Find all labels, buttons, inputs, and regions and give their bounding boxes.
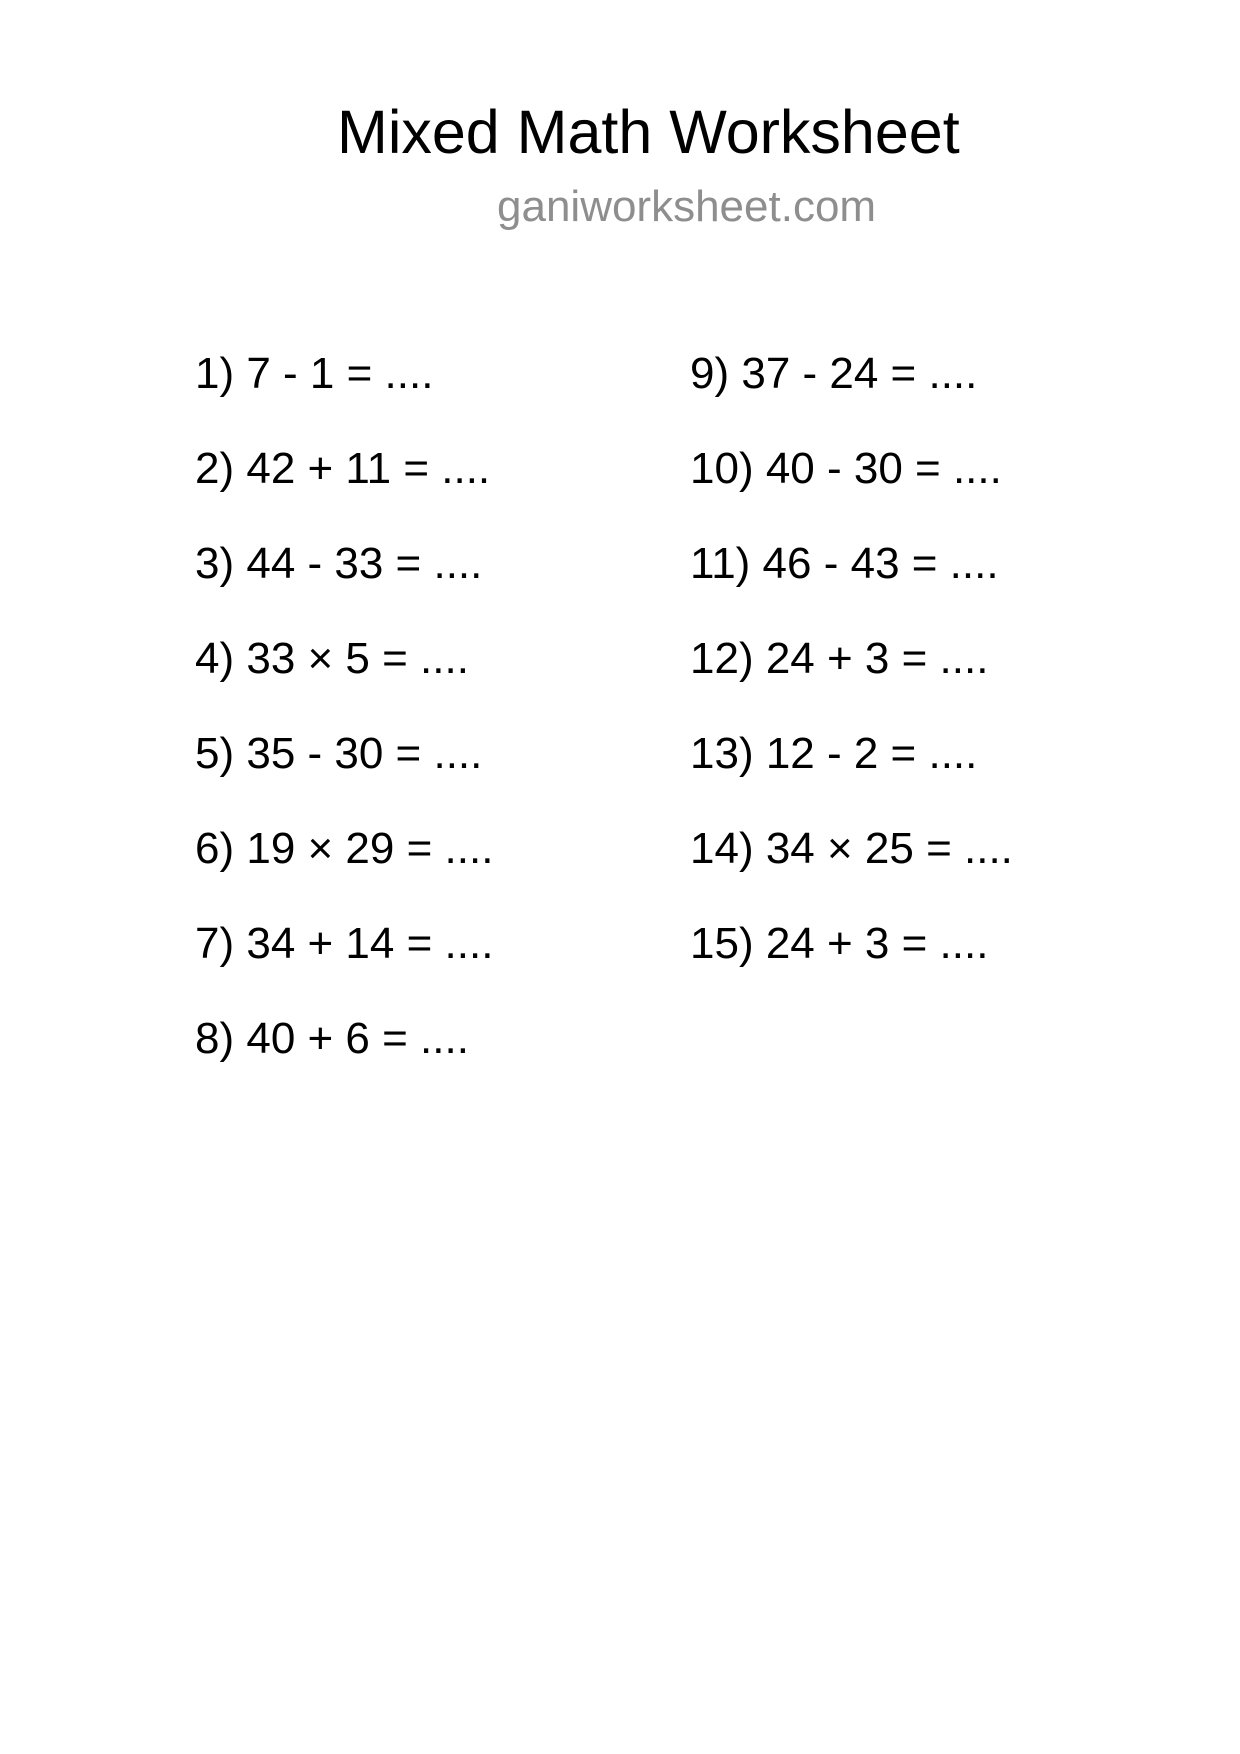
problems-column-right (690, 349, 1013, 1014)
problem-8: 8) 40 + 6 = .... (195, 1014, 469, 1063)
worksheet-source: ganiworksheet.com (497, 182, 877, 231)
problem-2: 2) 42 + 11 = .... (195, 444, 491, 493)
problem-5: 5) 35 - 30 = .... (195, 729, 483, 778)
problem-11: 11) 46 - 43 = .... (690, 539, 999, 588)
problem-4: 4) 33 × 5 = .... (195, 634, 469, 683)
problem-13: 13) 12 - 2 = .... (690, 729, 978, 778)
problem-6: 6) 19 × 29 = .... (195, 824, 494, 873)
problem-10: 10) 40 - 30 = .... (690, 444, 1002, 493)
problem-15: 15) 24 + 3 = .... (690, 919, 989, 968)
problem-1: 1) 7 - 1 = .... (195, 349, 434, 398)
problem-14: 14) 34 × 25 = .... (690, 824, 1013, 873)
problem-12: 12) 24 + 3 = .... (690, 634, 989, 683)
problem-7: 7) 34 + 14 = .... (195, 919, 494, 968)
worksheet-title: Mixed Math Worksheet (337, 98, 960, 166)
problem-9: 9) 37 - 24 = .... (690, 349, 978, 398)
problem-3: 3) 44 - 33 = .... (195, 539, 483, 588)
problems-column-left (195, 349, 493, 1109)
